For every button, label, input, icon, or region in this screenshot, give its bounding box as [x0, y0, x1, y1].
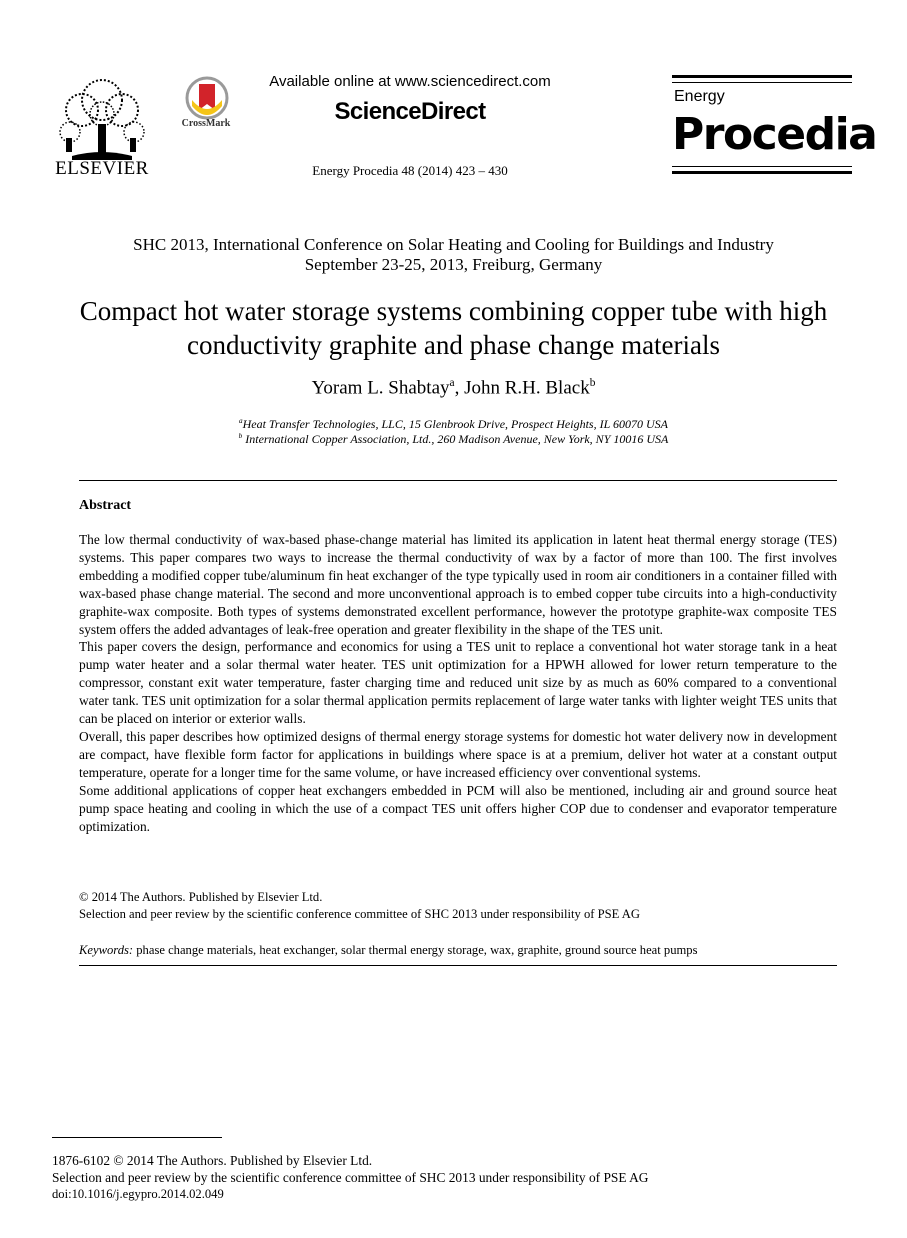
journal-rule-top-1 — [672, 75, 852, 78]
footer-block — [52, 1152, 852, 1203]
affiliation-a-text: Heat Transfer Technologies, LLC, 15 Glenbrook Drive, Prospect Heights, IL 60070 USA — [242, 417, 669, 431]
author-list — [100, 377, 807, 399]
footnote-rule — [52, 1137, 222, 1138]
author-2: John R.H. Black — [464, 377, 590, 399]
conference-line-2: September 23-25, 2013, Freiburg, Germany — [304, 255, 603, 274]
affiliation-b — [100, 432, 807, 447]
affiliation-a — [100, 417, 807, 432]
footer-peer-review: Selection and peer review by the scientific conference committee of SHC 2013 under responsibility of PSE AG — [52, 1170, 649, 1185]
author-1-affil-mark: a — [449, 377, 455, 389]
journal-rule-bottom-2 — [672, 171, 852, 174]
journal-name-procedia: Procedia — [672, 109, 877, 160]
abstract-paragraph-1: The low thermal conductivity of wax-based phase-change material has limited its application in latent heat thermal energy storage (TES) systems. This paper compares two ways to increase the thermal conductivity of wax by a factor of more than 100. The first involves embedding a modified copper tube/aluminum fin heat exchanger of the type typically used in room air conditioners in a container filled with wax-based phase change material. The second and more unconventional approach is to embed copper tube circuits into a high-conductivity graphite-wax composite. Both types of systems demonstrated excellent performance, however the prototype graphite-wax composite TES system offers the added advantages of leak-free operation and greater flexibility in the shape of the TES unit. — [79, 532, 837, 637]
abstract-body — [79, 531, 837, 835]
affiliation-b-text: International Copper Association, Ltd., 260 Madison Avenue, New York, NY 10016 USA — [242, 432, 669, 446]
keywords-line — [79, 943, 837, 958]
sciencedirect-logo[interactable]: ScienceDirect — [334, 98, 486, 125]
abstract-paragraph-3: Overall, this paper describes how optimized designs of thermal energy storage systems for domestic hot water delivery now in development are compact, have flexible form factor for applications in buildings where space is at a premium, deliver hot water at a constant output temperature, operate for a longer time for the same volume, or have increased efficiency over conventional systems. — [79, 728, 837, 780]
abstract-paragraph-4: Some additional applications of copper heat exchangers embedded in PCM will also be mentioned, including air and ground source heat pump space heating and cooling in which the use of a compact TES unit offers higher COP due to condenser and evaporator temperature optimization. — [79, 782, 837, 834]
footer-doi[interactable]: doi:10.1016/j.egypro.2014.02.049 — [52, 1187, 224, 1201]
abstract-bottom-rule — [79, 965, 837, 966]
peer-review-line: Selection and peer review by the scientific conference committee of SHC 2013 under responsibility of PSE AG — [79, 907, 640, 921]
author-separator: , — [454, 377, 465, 399]
elsevier-wordmark: ELSEVIER — [55, 158, 149, 179]
conference-line-1: SHC 2013, International Conference on Solar Heating and Cooling for Buildings and Industry — [133, 235, 774, 254]
copyright-block — [79, 889, 837, 923]
copyright-line: © 2014 The Authors. Published by Elsevier Ltd. — [79, 890, 323, 904]
affiliation-b-mark: b — [238, 432, 243, 440]
author-1: Yoram L. Shabtay — [311, 377, 450, 399]
affiliation-a-mark: a — [238, 417, 243, 425]
footer-issn-copyright: 1876-6102 © 2014 The Authors. Published by Elsevier Ltd. — [52, 1153, 373, 1168]
abstract-paragraph-2: This paper covers the design, performance and economics for using a TES unit to replace a conventional hot water storage tank in a heat pump water heater and a solar thermal water heater. TES unit optimization for a HPWH allowed for lower return temperature to the compressor, constant exit water temperature, faster charging time and reduced unit size by as much as 60% compared to a conventional water tank. TES unit optimization for a solar thermal application permits replacement of large water tanks with lighter weight TES units that can be placed on interior or exterior walls. — [79, 639, 837, 727]
journal-rule-top-2 — [672, 82, 852, 83]
keywords-list: phase change materials, heat exchanger, solar thermal energy storage, wax, graphite, ground source heat pumps — [133, 943, 698, 957]
journal-rule-bottom-1 — [672, 166, 852, 167]
abstract-heading: Abstract — [79, 498, 132, 513]
abstract-top-rule — [79, 480, 837, 481]
keywords-label: Keywords: — [79, 943, 134, 957]
available-online[interactable]: Available online at www.sciencedirect.com — [269, 73, 551, 90]
author-2-affil-mark: b — [589, 377, 596, 389]
journal-citation: Energy Procedia 48 (2014) 423 – 430 — [312, 163, 508, 178]
article-title: Compact hot water storage systems combining copper tube with high conductivity graphite and phase change materials — [79, 296, 828, 360]
crossmark-label: CrossMark — [181, 118, 231, 129]
journal-name-energy: Energy — [674, 88, 725, 105]
